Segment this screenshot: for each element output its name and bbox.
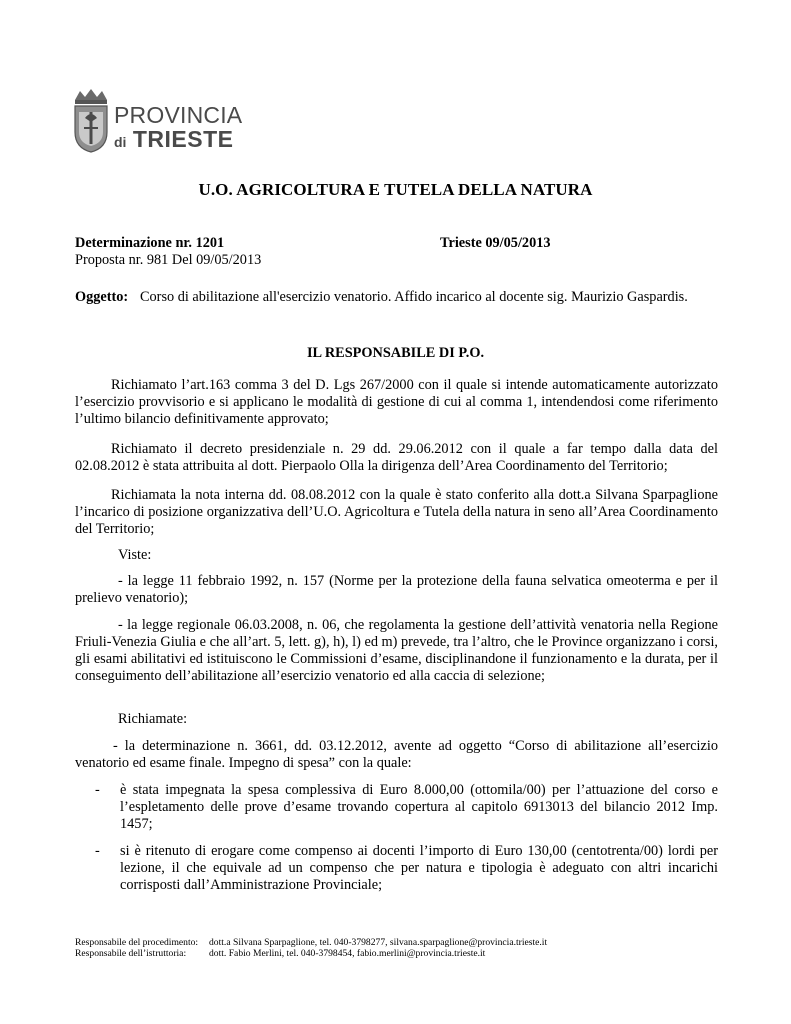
document-date: Trieste 09/05/2013 [440, 235, 551, 251]
oggetto-text: Corso di abilitazione all'esercizio venatorio. Affido incarico al docente sig. Maurizio Gaspardis. [140, 289, 688, 305]
determinazione-number: Determinazione nr. 1201 [75, 235, 225, 251]
footer-value-istruttoria: dott. Fabio Merlini, tel. 040-3798454, fabio.merlini@provincia.trieste.it [209, 948, 486, 959]
responsabile-heading: IL RESPONSABILE DI P.O. [306, 345, 485, 361]
paragraph-1: Richiamato l’art.163 comma 3 del D. Lgs 267/2000 con il quale si intende automaticamente autorizzato l’esercizio provvisorio e si applicano le modalità di gestione di cui al comma 1, intendendosi come riferimento l’ultimo bilancio definitivamente approvato; [75, 377, 718, 427]
logo-trieste-text [114, 126, 233, 153]
provincia-logo [72, 88, 242, 154]
oggetto-label: Oggetto: [75, 289, 129, 305]
paragraph-2: Richiamato il decreto presidenziale n. 29 dd. 29.06.2012 con il quale a far tempo dalla data del 02.08.2012 è stata attribuita al dott. Pierpaolo Olla la dirigenza dell’Area Coordinamento del Territorio; [75, 441, 718, 474]
bullet-text-2: si è ritenuto di erogare come compenso ai docenti l’importo di Euro 130,00 (centotrenta/00) lordi per lezione, il che equivale ad un compenso che per natura e tipologia è adeguato con altri incarichi corrisposti dall’Amministrazione Provinciale; [120, 843, 718, 893]
paragraph-3: Richiamata la nota interna dd. 08.08.2012 con la quale è stato conferito alla dott.a Silvana Sparpaglione l’incarico di posizione organizzativa dell’U.O. Agricoltura e Tutela della natura in seno all’Area Coordinamento del Territorio; [75, 487, 718, 537]
paragraph-legge-regionale: - la legge regionale 06.03.2008, n. 06, che regolamenta la gestione dell’attività venatoria nella Regione Friuli-Venezia Giulia e che all’art. 5, lett. g), h), l) ed m) prevede, tra l’altro, che le Province organizzano i corsi, gli esami abilitativi ed istituiscono le Commissioni d’esame, disciplinandone il funzionamento e la durata, per il conseguimento dell’abilitazione all’esercizio venatorio ed alla caccia di selezione; [75, 617, 718, 684]
logo-di-text: di [114, 134, 127, 150]
oggetto-section [75, 289, 718, 306]
logo-trieste-word: TRIESTE [132, 126, 234, 152]
paragraph-legge-157: - la legge 11 febbraio 1992, n. 157 (Norme per la protezione della fauna selvatica omeoterma e per il prelievo venatorio); [75, 573, 718, 606]
bullet-item-2 [75, 843, 718, 894]
footer-label-procedimento: Responsabile del procedimento: [75, 937, 199, 948]
bullet-text-1: è stata impegnata la spesa complessiva di Euro 8.000,00 (ottomila/00) per l’attuazione del corso e l’espletamento delle prove d’esame trovando copertura al capitolo 6913013 del bilancio 2012 Imp. 1457; [120, 782, 718, 832]
logo-provincia-text: PROVINCIA [114, 102, 243, 128]
footer-label-istruttoria: Responsabile dell’istruttoria: [75, 948, 187, 959]
bullet-dash: - [95, 782, 100, 798]
footer-line-procedimento [75, 937, 547, 948]
paragraph-determinazione-3661: - la determinazione n. 3661, dd. 03.12.2012, avente ad oggetto “Corso di abilitazione all’esercizio venatorio ed esame finale. Impegno di spesa” con la quale: [75, 738, 718, 771]
bullet-item-1 [75, 782, 718, 833]
bullet-dash: - [95, 843, 100, 859]
footer-line-istruttoria [75, 948, 485, 959]
proposta-number: Proposta nr. 981 Del 09/05/2013 [75, 252, 262, 268]
office-title: U.O. AGRICOLTURA E TUTELA DELLA NATURA [198, 180, 593, 199]
coat-of-arms-icon [72, 88, 110, 154]
richiamate-label: Richiamate: [118, 711, 188, 727]
footer-value-procedimento: dott.a Silvana Sparpaglione, tel. 040-3798277, silvana.sparpaglione@provincia.trieste.it [209, 937, 548, 948]
viste-label: Viste: [118, 547, 152, 563]
